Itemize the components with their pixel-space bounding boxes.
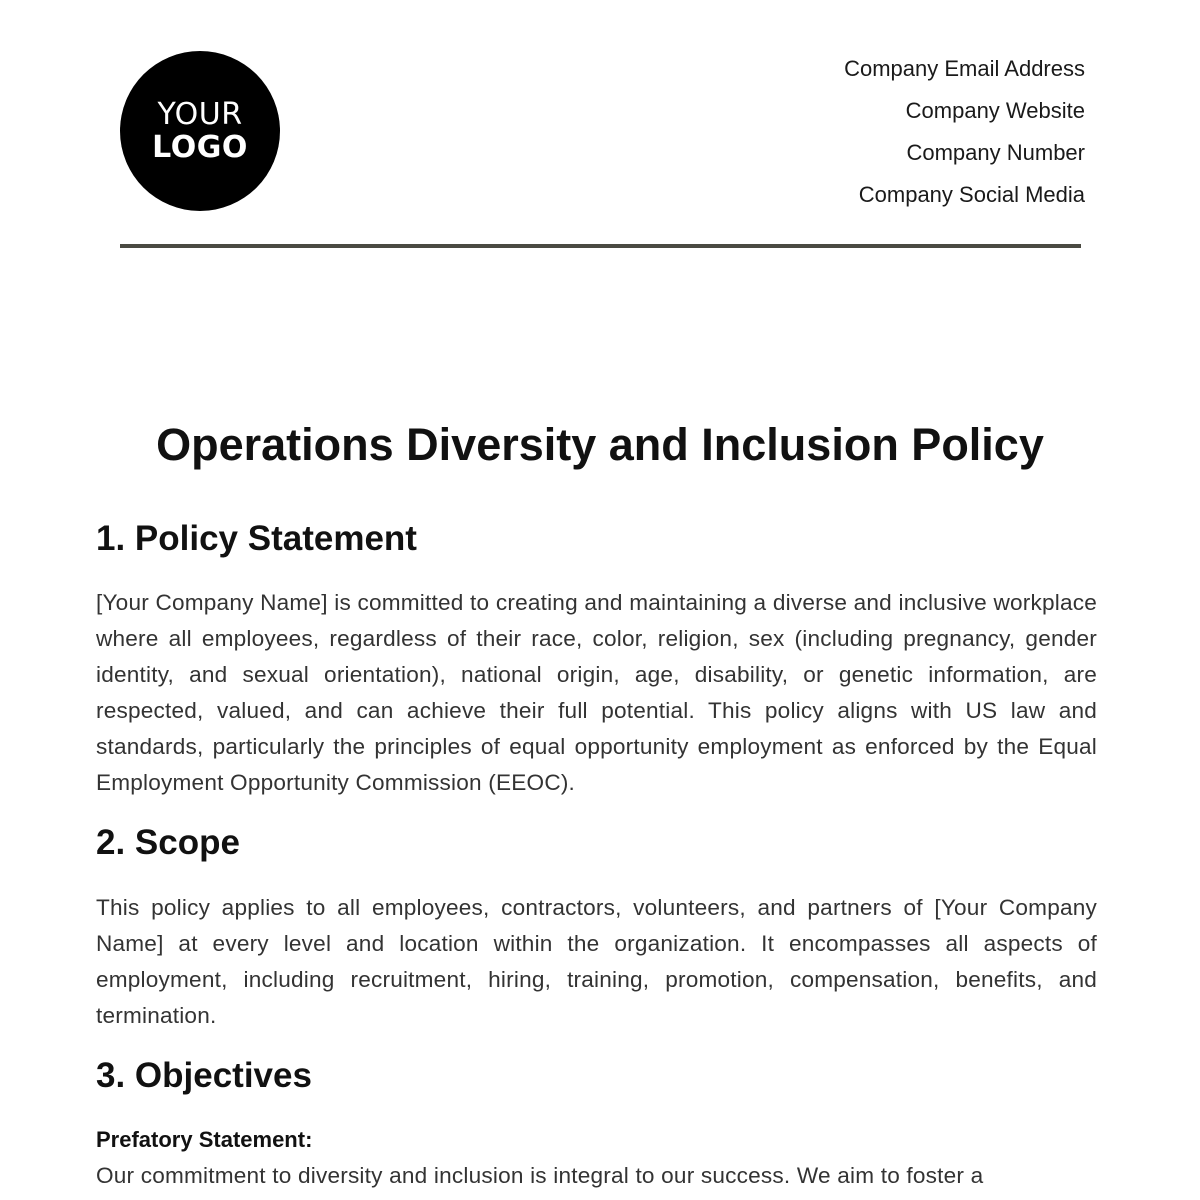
section-heading-objectives: 3. Objectives (96, 1056, 312, 1095)
logo-text-your: YOUR (157, 96, 243, 132)
header-divider (120, 244, 1081, 248)
section-subheading-prefatory-statement: Prefatory Statement: (96, 1127, 313, 1152)
section-body-scope: This policy applies to all employees, contractors, volunteers, and partners of [Your Company Name] at every level and location within the organization. It encompasses all aspects of employment, including recruitment, hiring, training, promotion, compensation, benefits, and termination. (96, 895, 1097, 1028)
company-logo (120, 51, 280, 211)
company-website: Company Website (905, 98, 1085, 123)
section-body-objectives: Our commitment to diversity and inclusion is integral to our success. We aim to foster a (96, 1163, 984, 1188)
section-heading-scope: 2. Scope (96, 823, 240, 862)
section-body-policy-statement: [Your Company Name] is committed to creating and maintaining a diverse and inclusive workplace where all employees, regardless of their race, color, religion, sex (including pregnancy, gender identity, and sexual orientation), national origin, age, disability, or genetic information, are respected, valued, and can achieve their full potential. This policy aligns with US law and standards, particularly the principles of equal opportunity employment as enforced by the Equal Employment Opportunity Commission (EEOC). (96, 590, 1097, 795)
company-social-media: Company Social Media (858, 182, 1085, 207)
logo-text-logo: LOGO (152, 129, 248, 165)
section-heading-policy-statement: 1. Policy Statement (96, 519, 417, 558)
company-email: Company Email Address (844, 56, 1085, 81)
company-number: Company Number (906, 140, 1085, 165)
document-title: Operations Diversity and Inclusion Policy (156, 419, 1044, 470)
company-contact-block (844, 55, 1085, 223)
